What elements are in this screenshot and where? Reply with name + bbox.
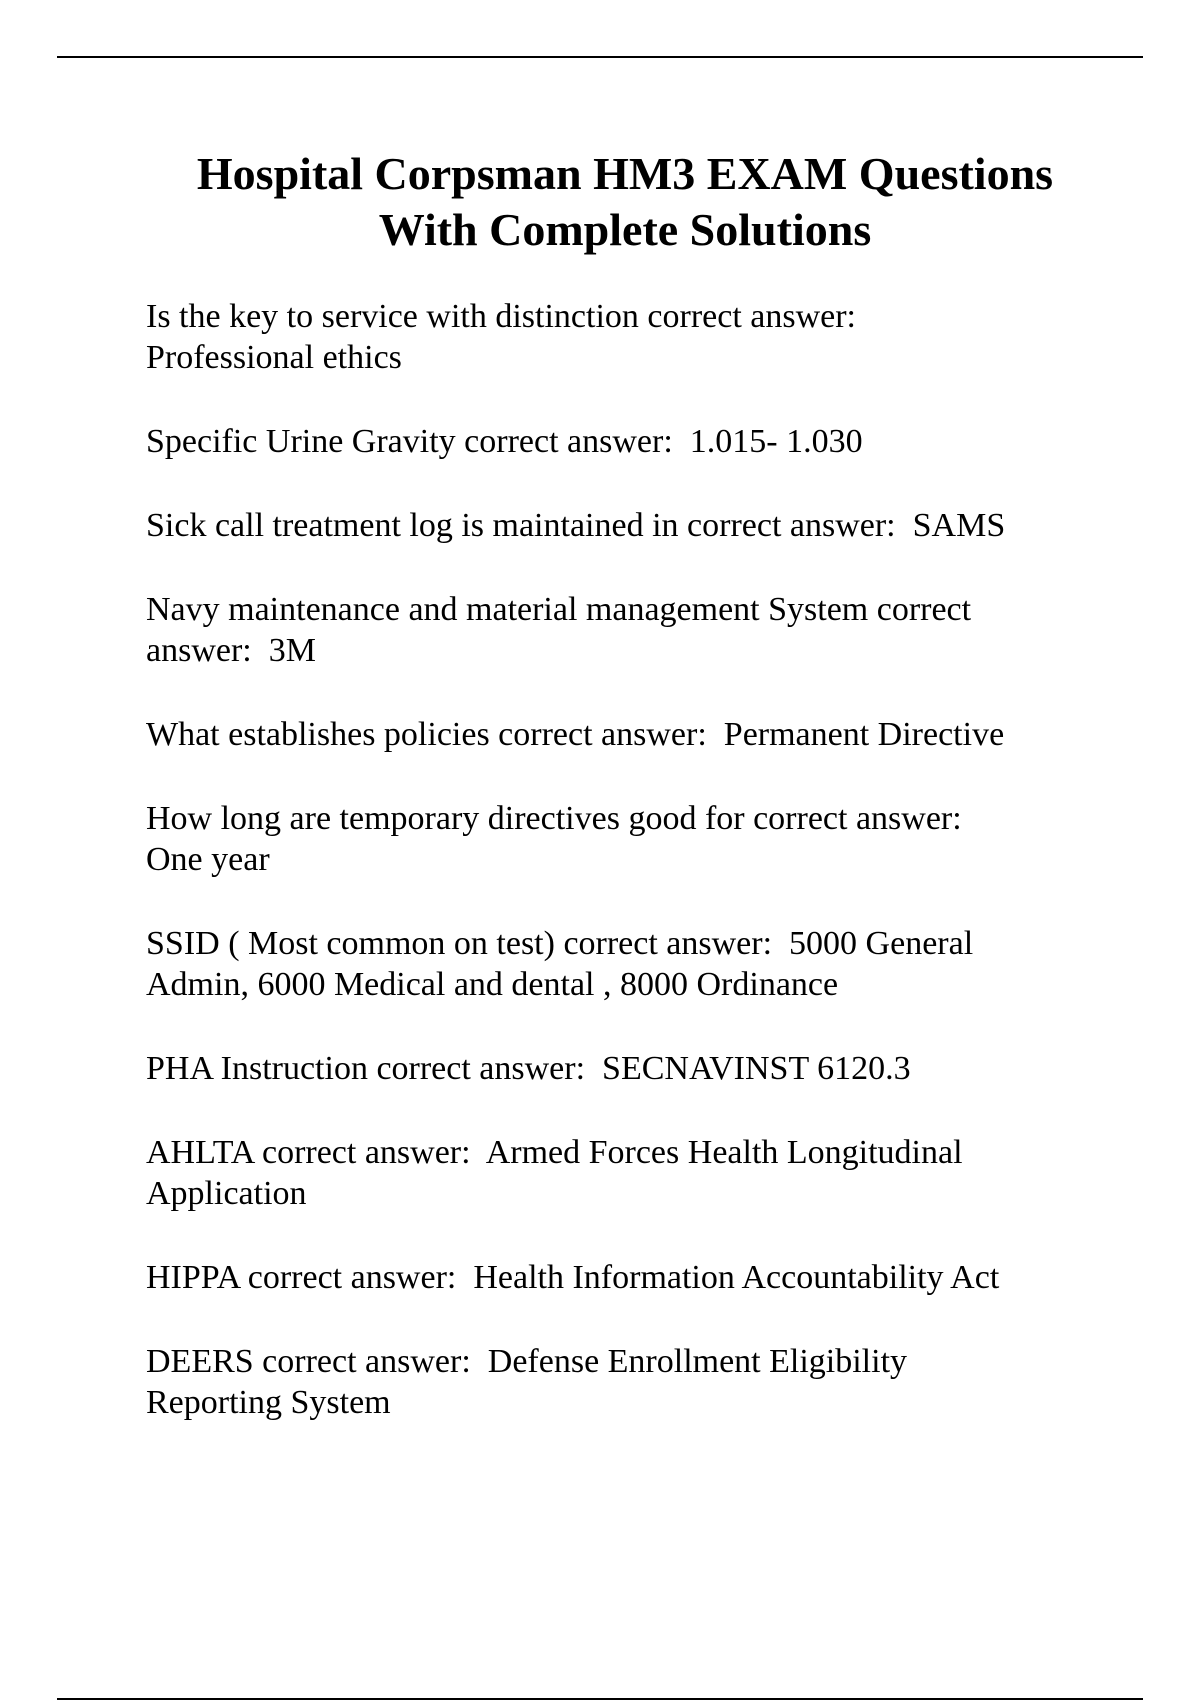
qa-line: Reporting System xyxy=(146,1384,391,1421)
qa-line: Professional ethics xyxy=(146,339,402,376)
qa-item xyxy=(146,1341,1106,1423)
title-line-1: Hospital Corpsman HM3 EXAM Questions xyxy=(196,148,1054,199)
qa-item xyxy=(146,589,1106,671)
qa-line: Specific Urine Gravity correct answer: 1.015- 1.030 xyxy=(146,423,863,460)
qa-item xyxy=(146,505,1106,546)
top-rule xyxy=(57,56,1143,58)
qa-item xyxy=(146,1048,1106,1089)
qa-line: PHA Instruction correct answer: SECNAVINST 6120.3 xyxy=(146,1050,911,1087)
qa-line: AHLTA correct answer: Armed Forces Health Longitudinal xyxy=(146,1134,963,1171)
qa-line: answer: 3M xyxy=(146,632,316,669)
qa-list xyxy=(146,296,1106,1466)
qa-line: Application xyxy=(146,1175,307,1212)
qa-item xyxy=(146,1257,1106,1298)
qa-item xyxy=(146,421,1106,462)
qa-line: Is the key to service with distinction correct answer: xyxy=(146,298,856,335)
qa-line: HIPPA correct answer: Health Information Accountability Act xyxy=(146,1259,1000,1296)
qa-line: Sick call treatment log is maintained in correct answer: SAMS xyxy=(146,507,1006,544)
qa-item xyxy=(146,798,1106,880)
qa-line: What establishes policies correct answer: Permanent Directive xyxy=(146,716,1005,753)
qa-item xyxy=(146,1132,1106,1214)
qa-item xyxy=(146,923,1106,1005)
qa-line: Admin, 6000 Medical and dental , 8000 Ordinance xyxy=(146,966,839,1003)
qa-line: One year xyxy=(146,841,270,878)
document-title xyxy=(110,146,1140,258)
qa-item xyxy=(146,714,1106,755)
qa-item xyxy=(146,296,1106,378)
qa-line: Navy maintenance and material management System correct xyxy=(146,591,972,628)
title-line-2: With Complete Solutions xyxy=(378,204,872,255)
qa-line: How long are temporary directives good for correct answer: xyxy=(146,800,962,837)
qa-line: SSID ( Most common on test) correct answer: 5000 General xyxy=(146,925,974,962)
qa-line: DEERS correct answer: Defense Enrollment Eligibility xyxy=(146,1343,908,1380)
